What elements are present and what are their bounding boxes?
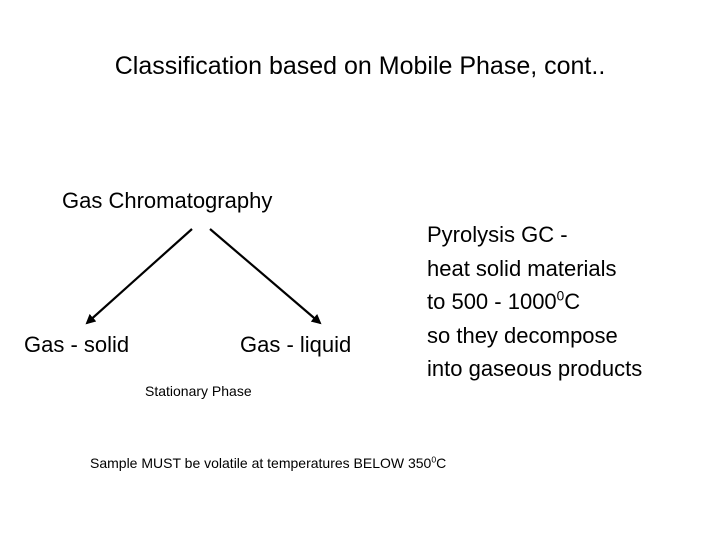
celsius-unit: C	[436, 455, 447, 471]
stationary-phase-label: Stationary Phase	[145, 383, 252, 399]
sample-volatility-note	[90, 455, 446, 471]
degree-superscript: 0	[431, 454, 437, 465]
pyrolysis-line-5: into gaseous products	[427, 356, 643, 381]
gas-liquid-label: Gas - liquid	[240, 332, 352, 357]
pyrolysis-line-3	[427, 285, 642, 319]
pyrolysis-line-4: so they decompose	[427, 322, 618, 348]
celsius-unit: C	[564, 289, 581, 314]
gas-chromatography-label: Gas Chromatography	[62, 188, 273, 213]
pyrolysis-line-2: heat solid materials	[427, 255, 617, 281]
arrow-to-gas-solid	[87, 229, 192, 323]
arrow-to-gas-liquid	[210, 229, 320, 323]
slide-title: Classification based on Mobile Phase, cont..	[114, 52, 606, 80]
pyrolysis-line-1: Pyrolysis GC -	[427, 222, 568, 247]
pyrolysis-gc-description	[427, 218, 642, 386]
gas-solid-label: Gas - solid	[24, 332, 130, 357]
sample-note-text: Sample MUST be volatile at temperatures BELOW 350	[90, 455, 432, 471]
degree-superscript: 0	[556, 288, 565, 304]
pyrolysis-temp-range: to 500 - 1000	[427, 289, 557, 314]
